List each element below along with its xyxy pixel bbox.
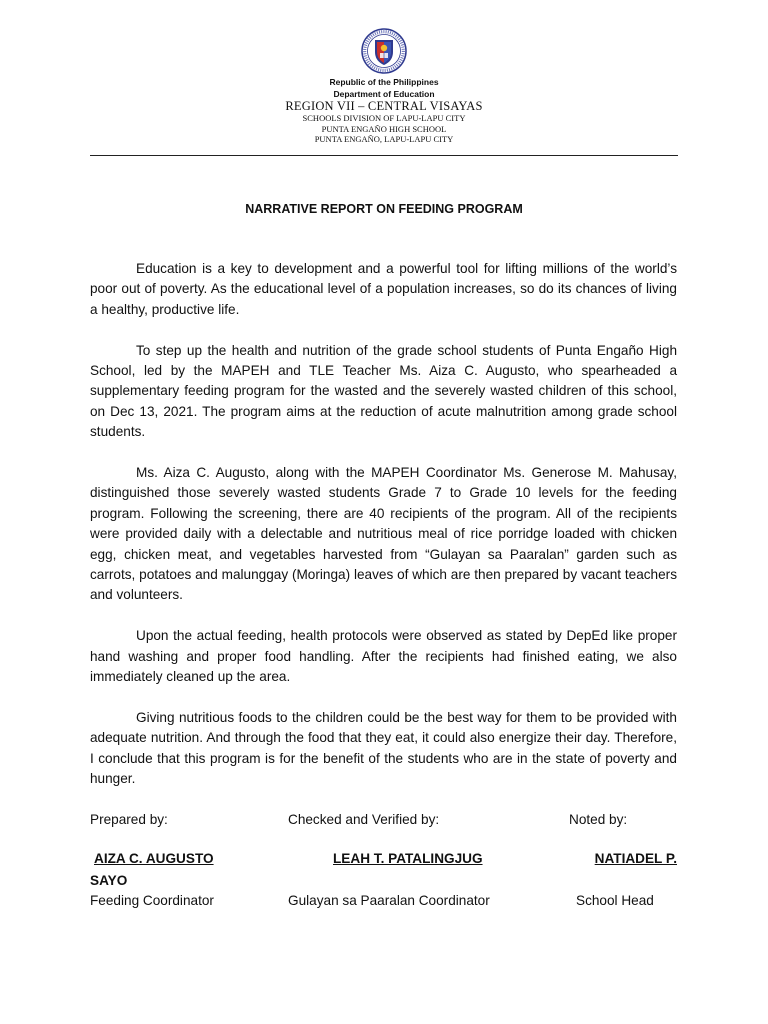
letterhead-address: PUNTA ENGAÑO, LAPU-LAPU CITY [314, 134, 454, 144]
signature-labels [90, 812, 677, 832]
letterhead [0, 76, 768, 145]
checked-by-role: Gulayan sa Paaralan Coordinator [288, 893, 490, 908]
paragraph-1: Education is a key to development and a powerful tool for lifting millions of the world’s poor out of poverty. As the educational level of a population increases, so do its chances of living a healthy, productive life. [90, 261, 677, 317]
noted-by-name-continued: SAYO [90, 873, 128, 888]
letterhead-region: REGION VII – CENTRAL VISAYAS [285, 99, 483, 113]
signature-names-continued [90, 873, 677, 893]
signature-roles [90, 893, 677, 913]
noted-by-name: NATIADEL P. [594, 851, 677, 866]
checked-by-label: Checked and Verified by: [288, 812, 440, 827]
checked-by-name: LEAH T. PATALINGJUG [333, 851, 483, 866]
letterhead-school: PUNTA ENGAÑO HIGH SCHOOL [321, 123, 447, 134]
noted-by-label: Noted by: [569, 812, 628, 827]
paragraph-3: Ms. Aiza C. Augusto, along with the MAPEH Coordinator Ms. Generose M. Mahusay, distinguished those severely wasted students Grade 7 to Grade 10 levels for the feeding program. Following the screening, there are 40 recipients of the program. All of the recipients were provided daily with a delectable and nutritious meal of rice porridge loaded with chicken egg, chicken meat, and vegetables harvested from “Gulayan sa Paaralan” garden such as carrots, potatoes and malunggay (Moringa) leaves of which are then prepared by vacant teachers and volunteers. [90, 465, 677, 603]
report-title: NARRATIVE REPORT ON FEEDING PROGRAM [245, 202, 523, 216]
signature-names [90, 851, 677, 871]
letterhead-division: SCHOOLS DIVISION OF LAPU-LAPU CITY [302, 113, 466, 123]
letterhead-country: Republic of the Philippines [329, 77, 439, 87]
prepared-by-role: Feeding Coordinator [90, 893, 214, 908]
noted-by-role: School Head [576, 893, 654, 908]
paragraph-5: Giving nutritious foods to the children could be the best way for them to be provided with adequate nutrition. And through the food that they eat, it could also energize their day. Therefore, I conclude that this program is for the benefit of the students who are in the state of poverty and hunger. [90, 709, 677, 787]
header-divider [90, 155, 678, 156]
paragraph-2: To step up the health and nutrition of the grade school students of Punta Engaño High School, led by the MAPEH and TLE Teacher Ms. Aiza C. Augusto, who spearheaded a supplementary feeding program for the wasted and the severely wasted children of this school, on Dec 13, 2021. The program aims at the reduction of acute malnutrition among grade school students. [90, 342, 677, 440]
prepared-by-label: Prepared by: [90, 812, 168, 827]
deped-seal-icon [361, 28, 407, 74]
prepared-by-name: AIZA C. AUGUSTO [94, 851, 214, 866]
report-body [90, 259, 677, 810]
paragraph-4: Upon the actual feeding, health protocols were observed as stated by DepEd like proper hand washing and proper food handling. After the recipients had finished eating, we also immediately cleaned up the area. [90, 628, 677, 685]
letterhead-department: Department of Education [333, 89, 435, 99]
